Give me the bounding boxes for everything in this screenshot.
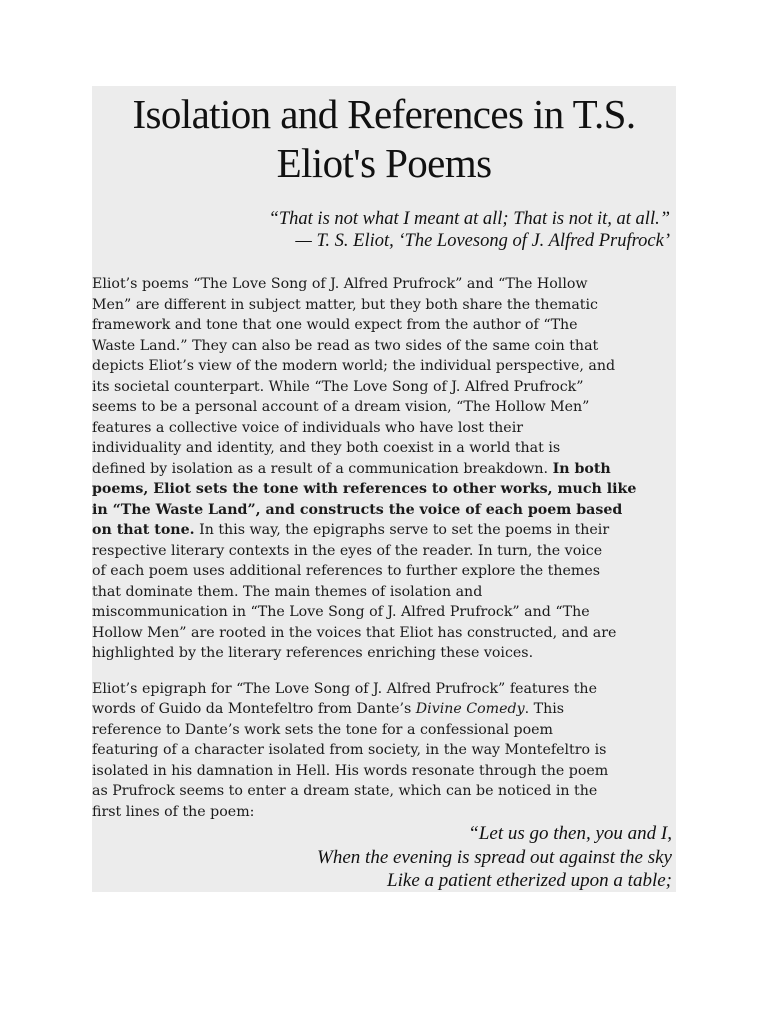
italic-title-segment: Divine Comedy <box>415 701 525 717</box>
paragraph-2 <box>92 679 676 823</box>
poem-quote <box>317 822 672 892</box>
text-line: Eliot’s epigraph for “The Love Song of J. Alfred Prufrock” features the <box>92 680 597 697</box>
text-line: depicts Eliot’s view of the modern world; the individual perspective, and <box>92 358 616 374</box>
epigraph-attribution: — T. S. Eliot, ‘The Lovesong of J. Alfred Prufrock’ <box>295 231 670 251</box>
text-line: of each poem uses additional references to further explore the themes <box>92 563 600 579</box>
document-page <box>92 86 676 892</box>
text-segment: In this way, the epigraphs serve to set the poems in their <box>199 522 610 538</box>
text-line: its societal counterpart. While “The Love Song of J. Alfred Prufrock” <box>92 378 584 395</box>
epigraph-quote: “That is not what I meant at all; That is not it, at all.” <box>268 209 670 229</box>
text-segment: defined by isolation as a result of a communication breakdown. <box>92 460 549 477</box>
poem-line-1: “Let us go then, you and I, <box>468 823 672 844</box>
text-line: isolated in his damnation in Hell. His words resonate through the poem <box>92 762 609 779</box>
text-line: Men” are different in subject matter, but they both share the thematic <box>92 296 598 313</box>
text-line: featuring of a character isolated from society, in the way Montefeltro is <box>92 742 607 758</box>
text-line: Hollow Men” are rooted in the voices that Eliot has constructed, and are <box>92 624 617 641</box>
text-line: that dominate them. The main themes of isolation and <box>92 583 483 600</box>
text-segment: words of Guido da Montefeltro from Dante’s <box>92 701 412 717</box>
title-line-2: Eliot's Poems <box>276 140 492 186</box>
text-line: seems to be a personal account of a dream vision, “The Hollow Men” <box>92 399 590 415</box>
title-line-1: Isolation and References in T.S. <box>132 91 636 137</box>
text-line <box>92 699 676 720</box>
text-line: features a collective voice of individuals who have lost their <box>92 419 524 436</box>
epigraph <box>110 208 670 252</box>
paragraph-1 <box>92 274 676 664</box>
bold-thesis-segment: on that tone. <box>92 522 195 538</box>
text-line: as Prufrock seems to enter a dream state, which can be noticed in the <box>92 783 598 799</box>
bold-thesis-segment: In both <box>552 460 611 477</box>
poem-line-2: When the evening is spread out against the sky <box>317 846 672 868</box>
poem-line-3: Like a patient etherized upon a table; <box>387 870 672 891</box>
body-text <box>92 274 676 822</box>
text-segment: . This <box>524 701 565 717</box>
bold-thesis-line: poems, Eliot sets the tone with references to other works, much like <box>92 481 637 497</box>
text-line: reference to Dante’s work sets the tone for a confessional poem <box>92 721 553 738</box>
text-line: first lines of the poem: <box>92 803 255 820</box>
text-line: miscommunication in “The Love Song of J. Alfred Prufrock” and “The <box>92 604 590 620</box>
text-line: individuality and identity, and they both coexist in a world that is <box>92 440 561 456</box>
text-line: framework and tone that one would expect from the author of “The <box>92 317 578 333</box>
text-line: Eliot’s poems “The Love Song of J. Alfred Prufrock” and “The Hollow <box>92 276 588 292</box>
text-line: respective literary contexts in the eyes of the reader. In turn, the voice <box>92 542 603 559</box>
text-line: highlighted by the literary references enriching these voices. <box>92 645 534 661</box>
text-line <box>92 459 676 480</box>
text-line: Waste Land.” They can also be read as two sides of the same coin that <box>92 337 599 354</box>
text-line <box>92 520 676 541</box>
page-title <box>92 90 676 188</box>
bold-thesis-line: in “The Waste Land”, and constructs the voice of each poem based <box>92 501 623 518</box>
